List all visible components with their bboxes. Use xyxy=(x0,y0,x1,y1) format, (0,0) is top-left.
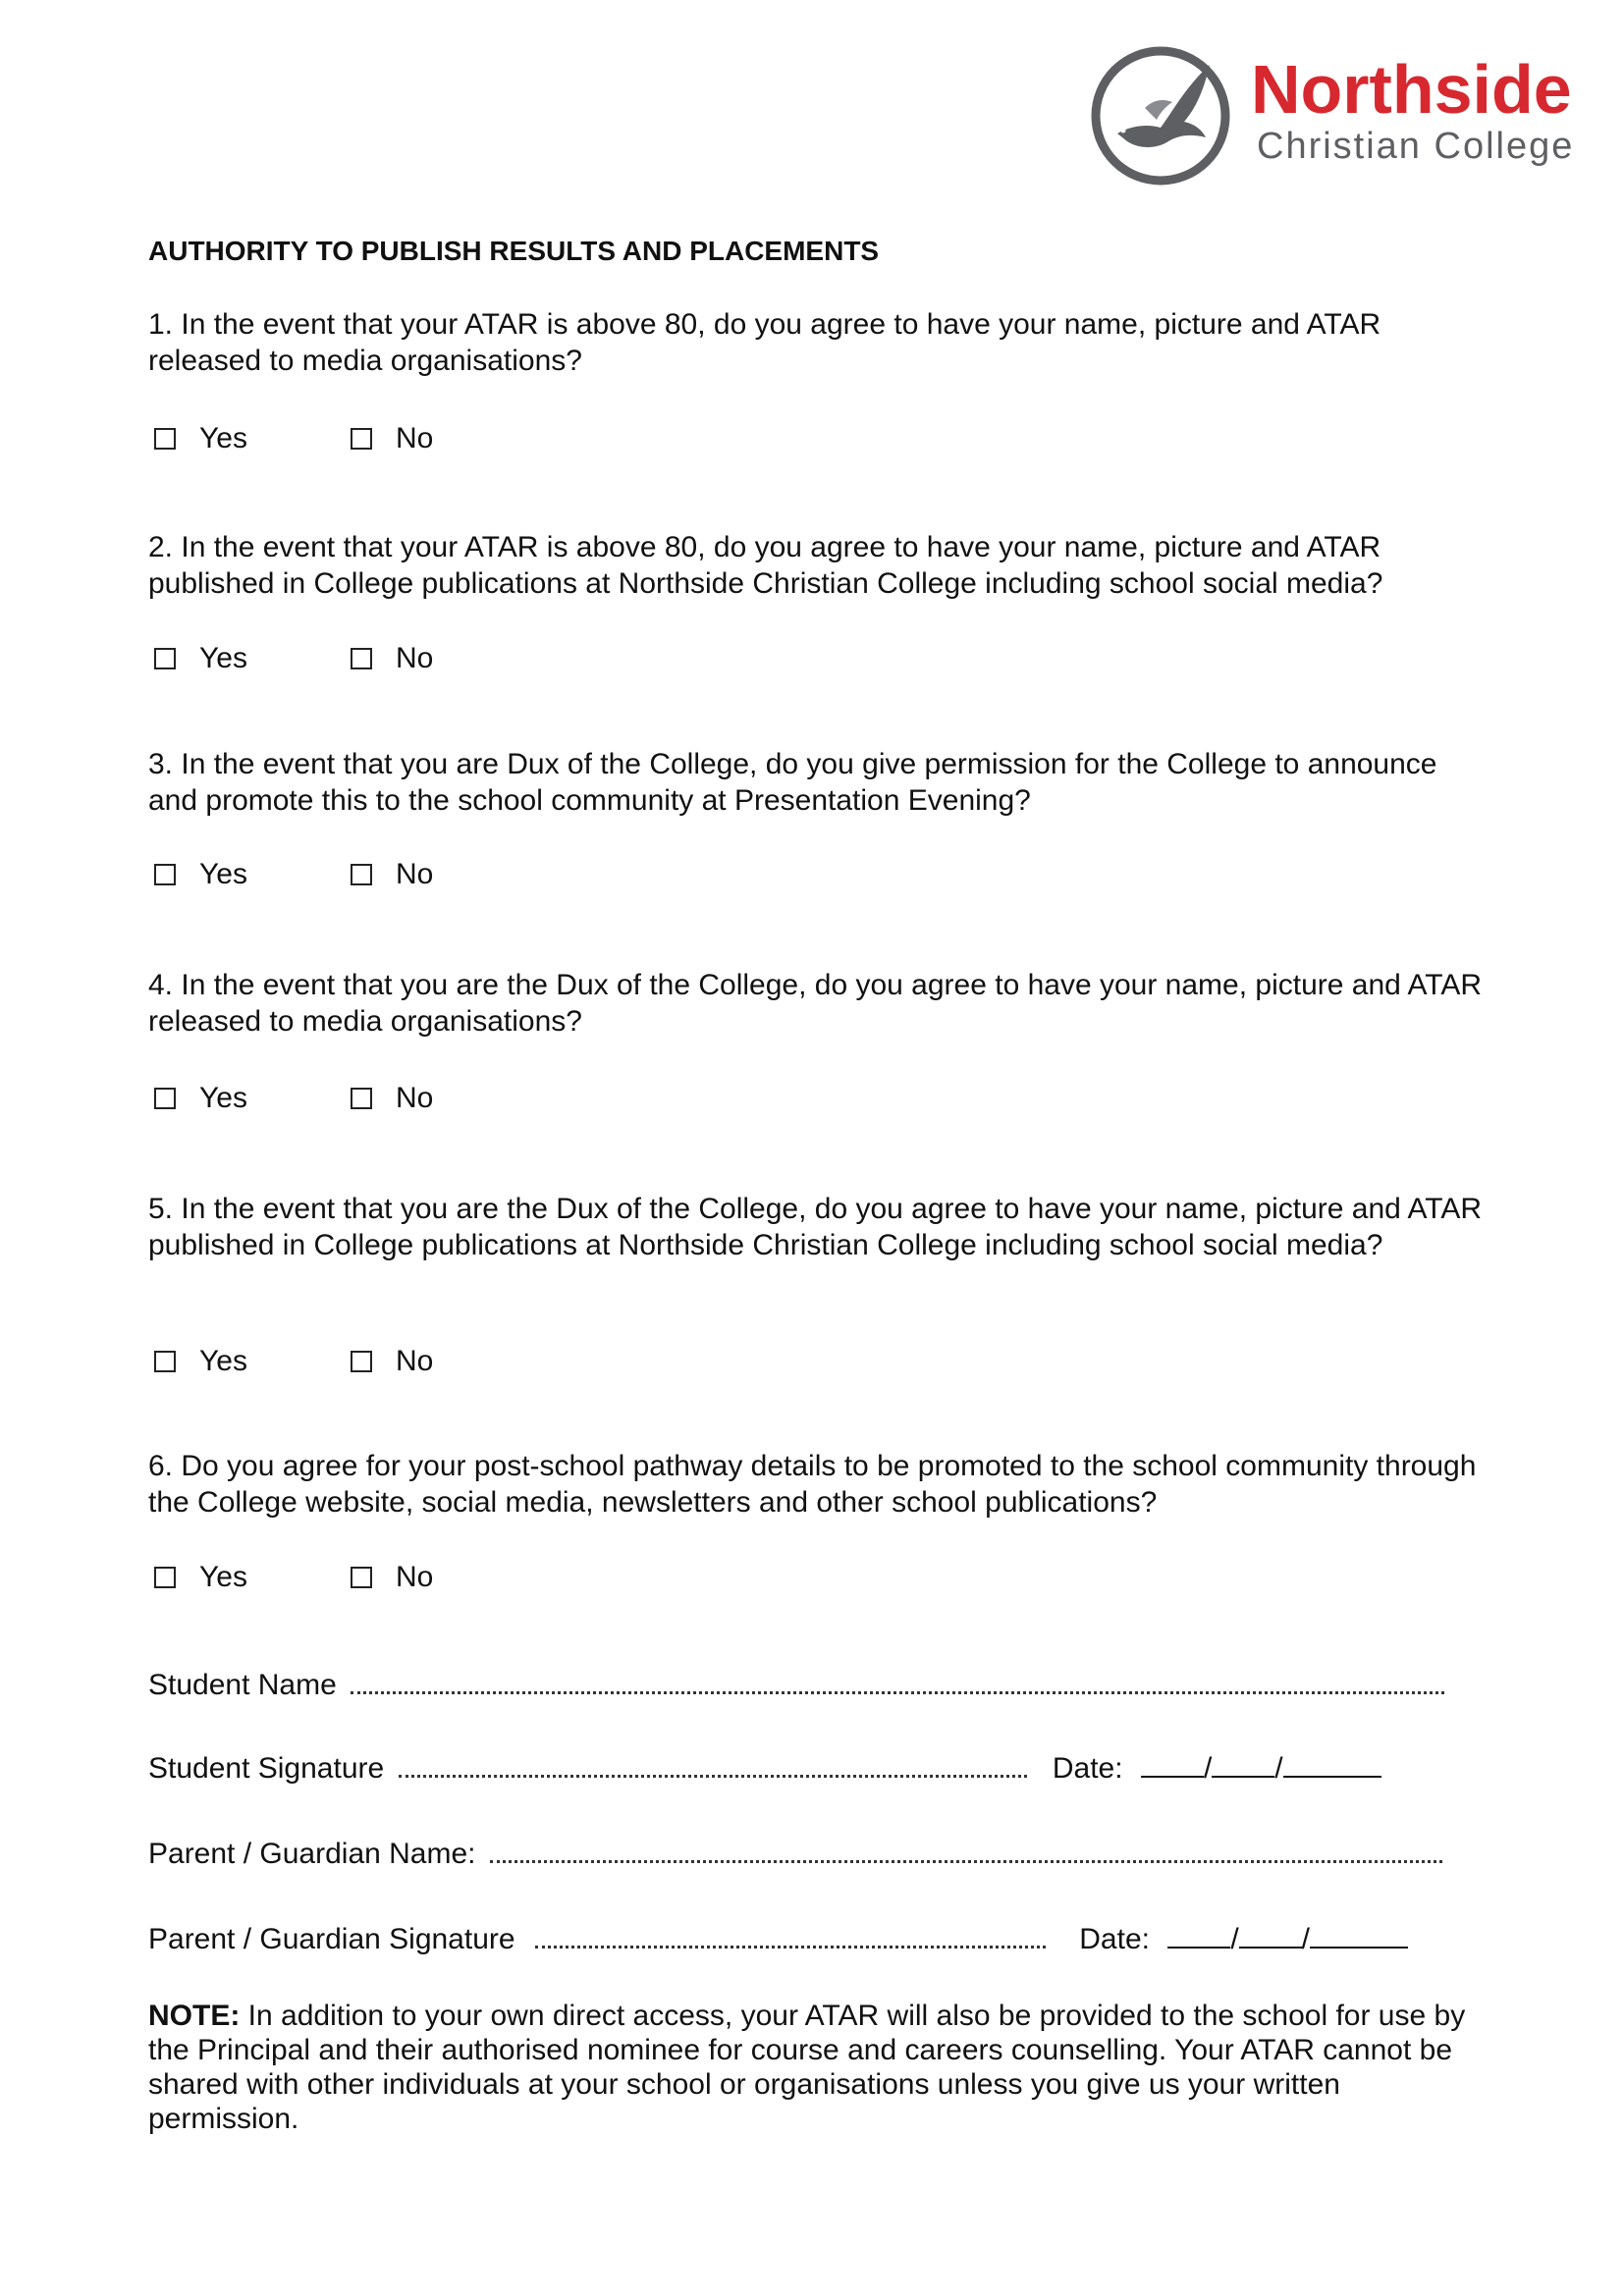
question-5-text: 5. In the event that you are the Dux of the College, do you agree to have your name, picture and ATAR published in College publications at Northside Christian College including school social media? xyxy=(148,1193,1483,1261)
checkbox[interactable] xyxy=(351,1088,372,1109)
question-6-no-option[interactable] xyxy=(351,1563,433,1592)
question-2-no-option[interactable] xyxy=(351,644,433,673)
date-year-field[interactable] xyxy=(1310,1946,1408,1949)
question-1-no-option[interactable] xyxy=(351,424,433,454)
checkbox[interactable] xyxy=(154,1088,176,1109)
checkbox[interactable] xyxy=(154,428,176,450)
student-signature-field[interactable] xyxy=(399,1774,1027,1778)
parent-signature-row xyxy=(148,1923,1408,1956)
option-label: Yes xyxy=(199,1082,247,1114)
date-day-field[interactable] xyxy=(1167,1946,1230,1949)
student-signature-row xyxy=(148,1752,1381,1786)
question-4-no-option[interactable] xyxy=(351,1084,433,1113)
student-signature-label: Student Signature xyxy=(148,1752,385,1785)
date-month-field[interactable] xyxy=(1239,1946,1302,1949)
option-label: No xyxy=(396,1561,434,1593)
option-label: No xyxy=(396,858,434,890)
option-label: Yes xyxy=(199,1561,247,1593)
question-6-text: 6. Do you agree for your post-school pathway details to be promoted to the school community through the College website, social media, newsletters and other school publications? xyxy=(148,1450,1477,1519)
date-month-field[interactable] xyxy=(1212,1775,1274,1778)
checkbox[interactable] xyxy=(154,1567,176,1588)
college-logo xyxy=(1088,43,1589,190)
parent-signature-label: Parent / Guardian Signature xyxy=(148,1923,515,1955)
question-4-text: 4. In the event that you are the Dux of the College, do you agree to have your name, picture and ATAR released to media organisations? xyxy=(148,969,1483,1038)
question-5-yes-option[interactable] xyxy=(154,1347,247,1376)
dove-in-circle-icon xyxy=(1088,43,1233,188)
parent-name-row xyxy=(148,1838,1442,1871)
student-name-field[interactable] xyxy=(351,1690,1444,1694)
form-title: AUTHORITY TO PUBLISH RESULTS AND PLACEMENTS xyxy=(148,236,880,266)
question-3-yes-option[interactable] xyxy=(154,860,247,889)
date-separator: / xyxy=(1274,1752,1283,1785)
question-6-yes-option[interactable] xyxy=(154,1563,247,1592)
student-name-row xyxy=(148,1669,1444,1702)
checkbox[interactable] xyxy=(154,648,176,669)
note-paragraph xyxy=(148,1999,1484,2136)
question-1-text: 1. In the event that your ATAR is above 80, do you agree to have your name, picture and ATAR released to media organisations? xyxy=(148,308,1381,377)
question-3-no-option[interactable] xyxy=(351,860,433,889)
date-day-field[interactable] xyxy=(1141,1775,1204,1778)
question-4-yes-option[interactable] xyxy=(154,1084,247,1113)
date-separator: / xyxy=(1230,1923,1239,1955)
logo-subtitle: Christian College xyxy=(1257,126,1575,167)
option-label: No xyxy=(396,422,434,454)
checkbox[interactable] xyxy=(154,1351,176,1372)
date-label: Date: xyxy=(1079,1923,1150,1955)
checkbox[interactable] xyxy=(351,428,372,450)
note-label: NOTE: xyxy=(148,2000,241,2032)
question-1-yes-option[interactable] xyxy=(154,424,247,454)
note-text: In addition to your own direct access, your ATAR will also be provided to the school for use by the Principal and their authorised nominee for course and careers counselling. Your ATAR cannot be shared with other individuals at your school or organisations unless you give us your written permission. xyxy=(148,2000,1466,2135)
checkbox[interactable] xyxy=(154,864,176,885)
checkbox[interactable] xyxy=(351,864,372,885)
checkbox[interactable] xyxy=(351,648,372,669)
question-5-no-option[interactable] xyxy=(351,1347,433,1376)
logo-name: Northside xyxy=(1251,51,1572,128)
option-label: No xyxy=(396,642,434,674)
student-name-label: Student Name xyxy=(148,1669,337,1701)
date-separator: / xyxy=(1203,1752,1213,1785)
question-3-text: 3. In the event that you are Dux of the College, do you give permission for the College to announce and promote this to the school community at Presentation Evening? xyxy=(148,748,1437,817)
option-label: No xyxy=(396,1345,434,1377)
option-label: No xyxy=(396,1082,434,1114)
date-label: Date: xyxy=(1052,1752,1123,1785)
checkbox[interactable] xyxy=(351,1351,372,1372)
checkbox[interactable] xyxy=(351,1567,372,1588)
parent-name-label: Parent / Guardian Name: xyxy=(148,1838,476,1870)
option-label: Yes xyxy=(199,858,247,890)
parent-name-field[interactable] xyxy=(490,1859,1442,1863)
question-2-text: 2. In the event that your ATAR is above 80, do you agree to have your name, picture and ATAR published in College publications at Northside Christian College including school social media? xyxy=(148,531,1383,600)
parent-signature-field[interactable] xyxy=(535,1945,1046,1949)
question-2-yes-option[interactable] xyxy=(154,644,247,673)
date-separator: / xyxy=(1301,1923,1311,1955)
option-label: Yes xyxy=(199,642,247,674)
date-year-field[interactable] xyxy=(1283,1775,1381,1778)
option-label: Yes xyxy=(199,1345,247,1377)
option-label: Yes xyxy=(199,422,247,454)
